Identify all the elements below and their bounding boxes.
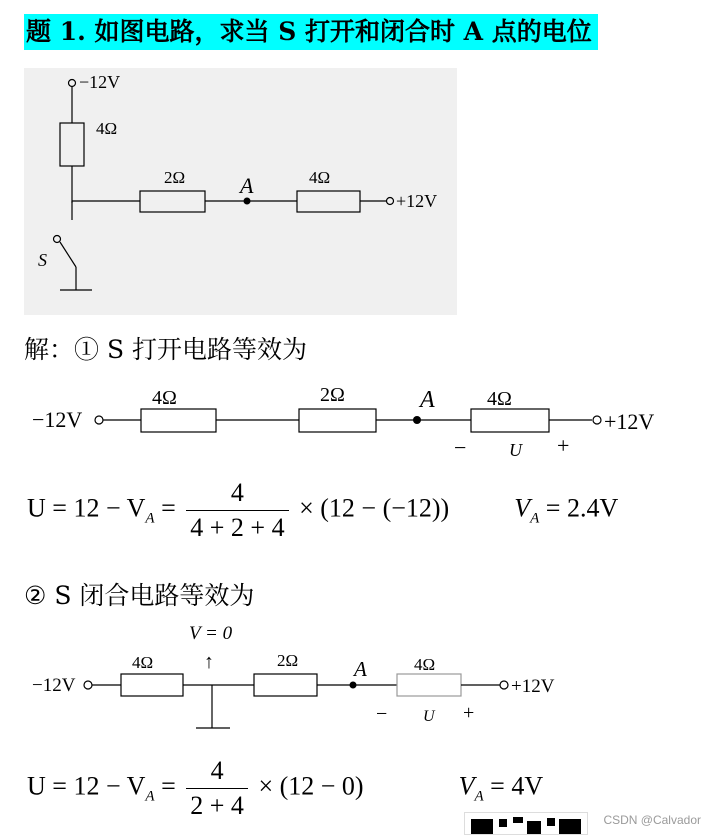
part2-circuit-diagram bbox=[24, 620, 684, 732]
terminal-right bbox=[387, 198, 394, 205]
resistor-1 bbox=[121, 674, 183, 696]
eq1-equals: = bbox=[161, 493, 176, 523]
label-left-supply: −12V bbox=[32, 407, 83, 432]
resistor-3 bbox=[471, 409, 549, 432]
eq2-result-var: V bbox=[458, 771, 475, 801]
label-ground-voltage: V = 0 bbox=[189, 623, 233, 644]
label-r-mid: 2Ω bbox=[164, 168, 186, 187]
label-u: U bbox=[423, 708, 435, 725]
eq2-result-sub: A bbox=[474, 788, 484, 805]
eq1-tail: × (12 − (−12)) bbox=[299, 493, 450, 523]
node-a-dot bbox=[244, 198, 251, 205]
arrow-icon: ↑ bbox=[204, 651, 214, 673]
original-circuit-figure bbox=[24, 68, 457, 315]
label-left-supply: −12V bbox=[32, 675, 76, 696]
resistor-3 bbox=[397, 674, 461, 696]
label-r-top: 4Ω bbox=[96, 119, 118, 138]
node-a-dot bbox=[413, 416, 421, 424]
eq2-result-value: = 4V bbox=[490, 771, 544, 801]
eq2-denominator: 2 + 4 bbox=[186, 788, 248, 821]
terminal-top bbox=[69, 80, 76, 87]
part1-heading: 解：① S 打开电路等效为 bbox=[24, 335, 308, 364]
terminal-right bbox=[500, 681, 508, 689]
resistor-2 bbox=[299, 409, 376, 432]
label-r2: 2Ω bbox=[320, 384, 345, 406]
eq2-equals: = bbox=[161, 771, 176, 801]
label-right-supply: +12V bbox=[511, 676, 555, 697]
label-r3: 4Ω bbox=[414, 655, 436, 674]
node-a-dot bbox=[350, 682, 357, 689]
eq1-sub: A bbox=[145, 510, 155, 527]
label-r3: 4Ω bbox=[487, 388, 512, 410]
resistor-2 bbox=[254, 674, 317, 696]
eq1-denominator: 4 + 2 + 4 bbox=[186, 510, 288, 543]
label-plus: + bbox=[557, 433, 570, 458]
resistor-mid bbox=[140, 191, 205, 212]
label-r1: 4Ω bbox=[132, 653, 154, 672]
part1-equation bbox=[27, 478, 618, 543]
eq1-result-var: V bbox=[514, 493, 531, 523]
switch-contact bbox=[54, 236, 61, 243]
label-u: U bbox=[509, 440, 522, 460]
label-plus: + bbox=[463, 702, 475, 724]
part2-heading: ② S 闭合电路等效为 bbox=[24, 581, 255, 610]
label-node-a: A bbox=[420, 387, 435, 413]
eq2-fraction bbox=[186, 756, 248, 821]
qr-code-fragment bbox=[464, 812, 588, 835]
eq1-result-sub: A bbox=[530, 510, 540, 527]
eq2-lhs: U = 12 − V bbox=[27, 771, 146, 801]
resistor-top bbox=[60, 123, 84, 166]
terminal-left bbox=[84, 681, 92, 689]
eq1-lhs: U = 12 − V bbox=[27, 493, 146, 523]
label-node-a: A bbox=[354, 657, 367, 681]
label-switch: S bbox=[38, 250, 47, 270]
label-r1: 4Ω bbox=[152, 387, 177, 409]
label-right-supply: +12V bbox=[396, 191, 438, 211]
label-minus: − bbox=[376, 703, 388, 725]
label-right-supply: +12V bbox=[604, 409, 655, 434]
switch-blade bbox=[60, 242, 76, 267]
original-circuit-diagram bbox=[24, 68, 457, 315]
terminal-left bbox=[95, 416, 103, 424]
problem-title: 题 1. 如图电路，求当 S 打开和闭合时 A 点的电位 bbox=[24, 14, 598, 50]
watermark: CSDN @Calvador bbox=[603, 813, 701, 827]
eq1-numerator: 4 bbox=[230, 478, 244, 507]
eq1-result-value: = 2.4V bbox=[545, 493, 619, 523]
eq2-tail: × (12 − 0) bbox=[258, 771, 364, 801]
eq2-sub: A bbox=[145, 788, 155, 805]
resistor-1 bbox=[141, 409, 216, 432]
part1-circuit-diagram bbox=[24, 378, 684, 464]
label-r-right: 4Ω bbox=[309, 168, 331, 187]
label-node-a: A bbox=[240, 173, 254, 198]
label-minus: − bbox=[454, 435, 467, 460]
resistor-right bbox=[297, 191, 360, 212]
eq2-numerator: 4 bbox=[210, 756, 224, 785]
label-r2: 2Ω bbox=[277, 651, 299, 670]
eq1-fraction bbox=[186, 478, 288, 543]
terminal-right bbox=[593, 416, 601, 424]
label-top-supply: −12V bbox=[79, 72, 121, 92]
